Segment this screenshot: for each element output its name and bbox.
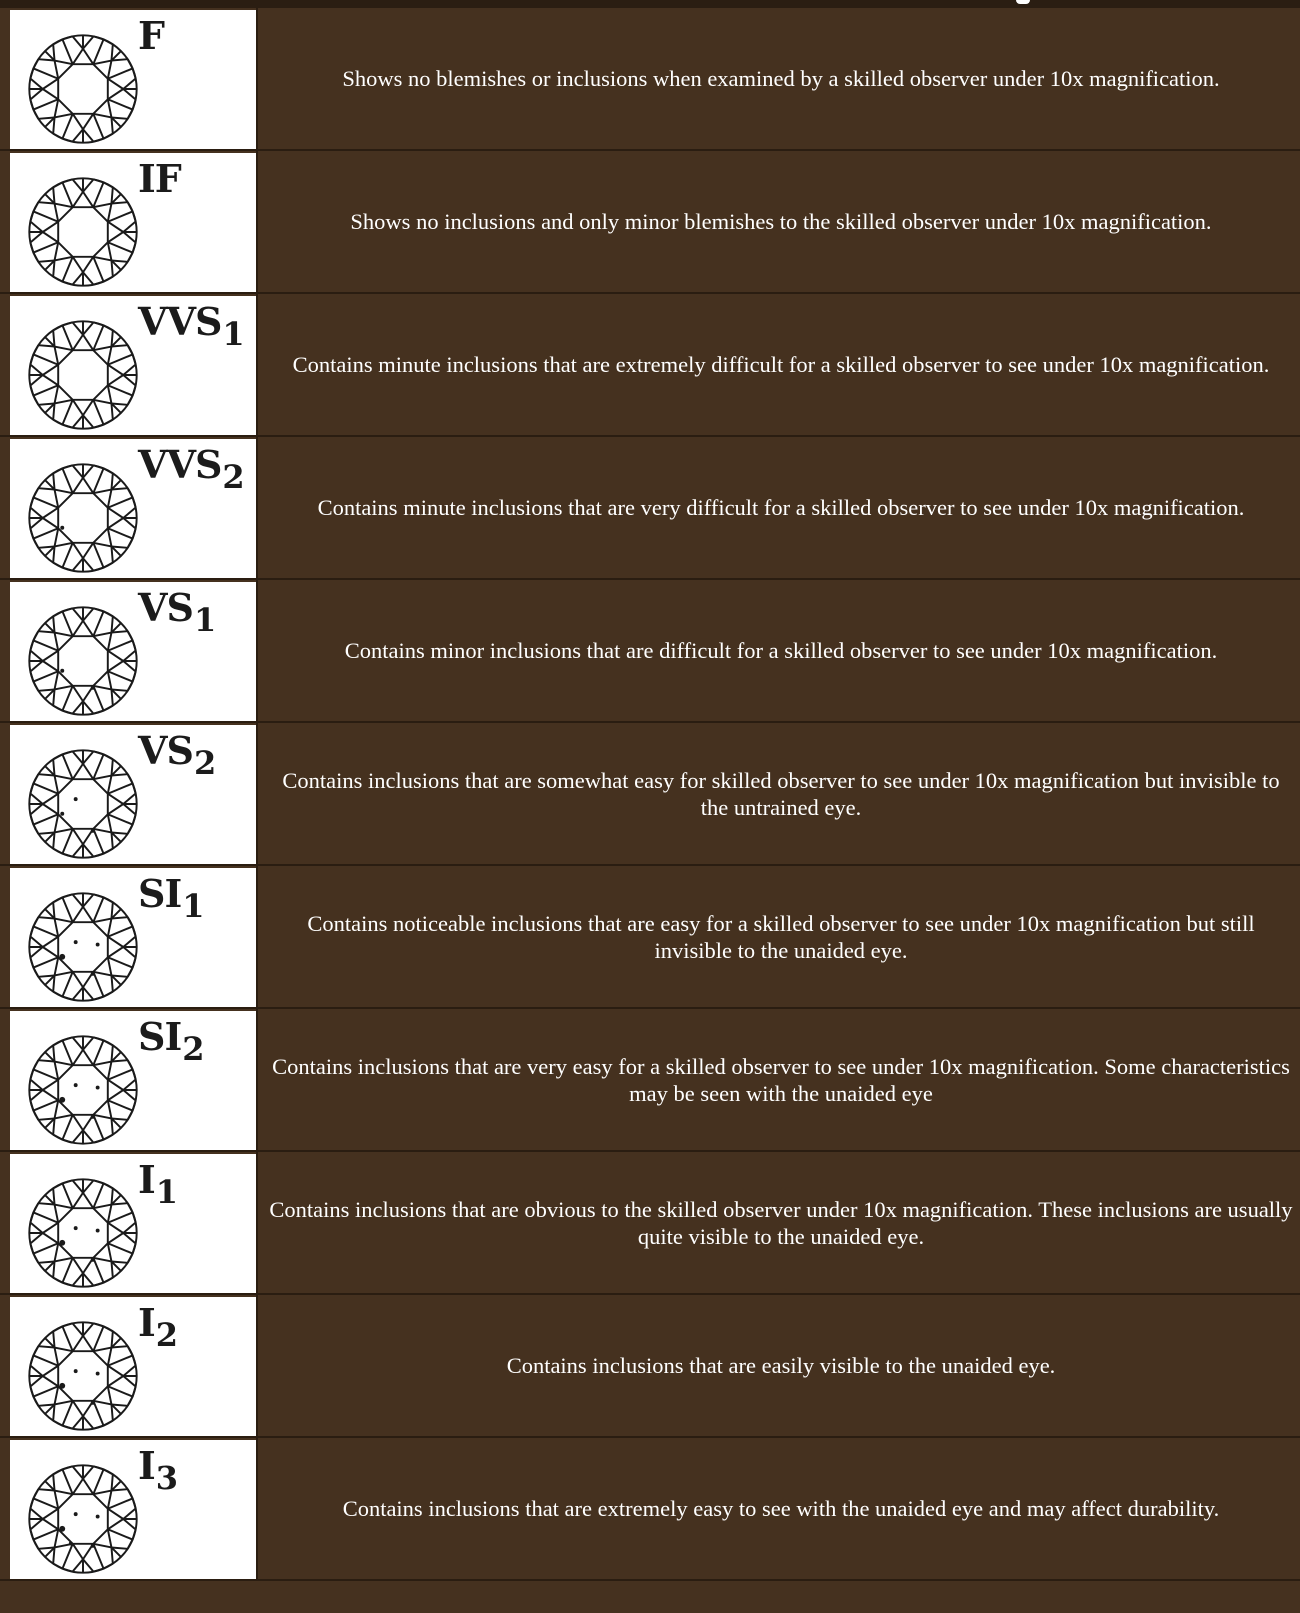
inclusion-dot [96, 1515, 100, 1519]
grade-cell [10, 1011, 256, 1150]
clarity-row [0, 723, 1300, 866]
grade-code: VS [138, 585, 193, 630]
grade-code: VVS [138, 442, 222, 487]
grade-subscript: 1 [193, 601, 216, 639]
grade-description: Contains minute inclusions that are extremely difficult for a skilled observer to see under 10x magnification. [292, 352, 1270, 377]
inclusion-dot [59, 1526, 65, 1532]
inclusion-dot [69, 1541, 73, 1545]
round-brilliant-diamond-icon [22, 1315, 144, 1437]
clarity-row [0, 151, 1300, 294]
grade-description: Contains inclusions that are very easy for a skilled observer to see under 10x magnification. Some characteristics may be seen with the unaided eye [272, 1053, 1290, 1106]
grade-description: Contains inclusions that are somewhat easy for skilled observer to see under 10x magnification but invisible to the untrained eye. [282, 767, 1280, 820]
inclusion-dot [91, 1544, 95, 1548]
grade-code: I [138, 1300, 155, 1345]
clarity-row [0, 1009, 1300, 1152]
inclusion-dot [74, 1369, 78, 1373]
grade-description: Shows no blemishes or inclusions when examined by a skilled observer under 10x magnification. [342, 66, 1220, 91]
round-brilliant-diamond-icon [22, 1458, 144, 1580]
grade-description: Contains inclusions that are easily visible to the unaided eye. [506, 1353, 1056, 1378]
grade-subscript: 2 [182, 1030, 204, 1068]
grade-label [138, 1300, 178, 1354]
grade-subscript: 1 [222, 315, 244, 353]
grade-label [138, 1014, 204, 1068]
clarity-row [0, 1295, 1300, 1438]
grade-label [138, 442, 244, 496]
grade-subscript: 2 [193, 744, 216, 782]
inclusion-dot [91, 972, 95, 976]
clarity-row [0, 1438, 1300, 1581]
grade-label [138, 157, 181, 201]
inclusion-dot [74, 940, 78, 944]
grade-cell [10, 1440, 256, 1579]
grade-description: Contains minute inclusions that are very difficult for a skilled observer to see under 10x magnification. [317, 495, 1245, 520]
grade-label [138, 1157, 178, 1211]
round-brilliant-diamond-icon [22, 28, 144, 150]
column-divider [256, 8, 258, 151]
round-brilliant-diamond-icon [22, 1172, 144, 1294]
grade-label [138, 299, 244, 353]
round-brilliant-diamond-icon [22, 886, 144, 1008]
inclusion-dot [60, 669, 64, 673]
grade-code: SI [138, 1014, 182, 1059]
column-divider [256, 1295, 258, 1438]
grade-code: SI [138, 871, 182, 916]
grade-cell [10, 1297, 256, 1436]
grade-code: VVS [138, 299, 222, 344]
grade-code: I [138, 1443, 155, 1488]
round-brilliant-diamond-icon [22, 171, 144, 293]
inclusion-dot [59, 1383, 65, 1389]
inclusion-dot [74, 1512, 78, 1516]
clarity-row [0, 1152, 1300, 1295]
inclusion-dot [91, 1401, 95, 1405]
column-divider [256, 866, 258, 1009]
grade-cell [10, 10, 256, 149]
column-divider [256, 723, 258, 866]
grade-code: I [138, 1157, 155, 1202]
grade-code: VS [138, 728, 193, 773]
grade-cell [10, 439, 256, 578]
inclusion-dot [96, 1086, 100, 1090]
grade-subscript: 1 [155, 1173, 178, 1211]
clarity-row [0, 866, 1300, 1009]
grade-cell [10, 296, 256, 435]
grade-subscript: 2 [222, 458, 244, 496]
grade-description: Contains inclusions that are extremely easy to see with the unaided eye and may affect durability. [342, 1496, 1220, 1521]
column-divider [256, 1009, 258, 1152]
inclusion-dot [74, 797, 78, 801]
grade-cell [10, 725, 256, 864]
grade-subscript: 1 [182, 887, 204, 925]
round-brilliant-diamond-icon [22, 314, 144, 436]
grade-cell [10, 153, 256, 292]
column-divider [256, 1152, 258, 1295]
top-border-strip [0, 0, 1300, 8]
inclusion-dot [96, 943, 100, 947]
round-brilliant-diamond-icon [22, 1029, 144, 1151]
inclusion-dot [91, 686, 95, 690]
inclusion-dot [74, 1226, 78, 1230]
inclusion-dot [96, 1229, 100, 1233]
grade-code: F [138, 13, 164, 58]
round-brilliant-diamond-icon [22, 457, 144, 579]
column-divider [256, 580, 258, 723]
grade-description: Contains inclusions that are obvious to the skilled observer under 10x magnification. These inclusions are usually quite visible to the unaided eye. [269, 1196, 1293, 1249]
column-divider [256, 437, 258, 580]
clarity-row [0, 580, 1300, 723]
grade-cell [10, 582, 256, 721]
inclusion-dot [91, 1115, 95, 1119]
inclusion-dot [59, 954, 65, 960]
column-divider [256, 1438, 258, 1581]
grade-cell [10, 868, 256, 1007]
clarity-row [0, 437, 1300, 580]
grade-description: Contains noticeable inclusions that are easy for a skilled observer to see under 10x magnification but still invisible to the unaided eye. [307, 910, 1255, 963]
inclusion-dot [60, 526, 64, 530]
grade-label [138, 585, 216, 639]
grade-label [138, 728, 216, 782]
inclusion-dot [59, 1240, 65, 1246]
grade-subscript: 3 [155, 1459, 178, 1497]
round-brilliant-diamond-icon [22, 600, 144, 722]
inclusion-dot [91, 829, 95, 833]
grade-cell [10, 1154, 256, 1293]
column-divider [256, 294, 258, 437]
inclusion-dot [96, 1372, 100, 1376]
inclusion-dot [60, 812, 64, 816]
clarity-row [0, 8, 1300, 151]
grade-subscript: 2 [155, 1316, 178, 1354]
grade-description: Shows no inclusions and only minor blemishes to the skilled observer under 10x magnification. [350, 209, 1212, 234]
cropped-header-fragment [1016, 0, 1030, 4]
grade-label [138, 14, 164, 58]
inclusion-dot [91, 1258, 95, 1262]
column-divider [256, 151, 258, 294]
round-brilliant-diamond-icon [22, 743, 144, 865]
clarity-row [0, 294, 1300, 437]
grade-description: Contains minor inclusions that are difficult for a skilled observer to see under 10x magnification. [344, 638, 1218, 663]
grade-label [138, 871, 204, 925]
inclusion-dot [59, 1097, 65, 1103]
inclusion-dot [74, 1083, 78, 1087]
grade-label [138, 1443, 178, 1497]
grade-code: IF [138, 156, 181, 201]
